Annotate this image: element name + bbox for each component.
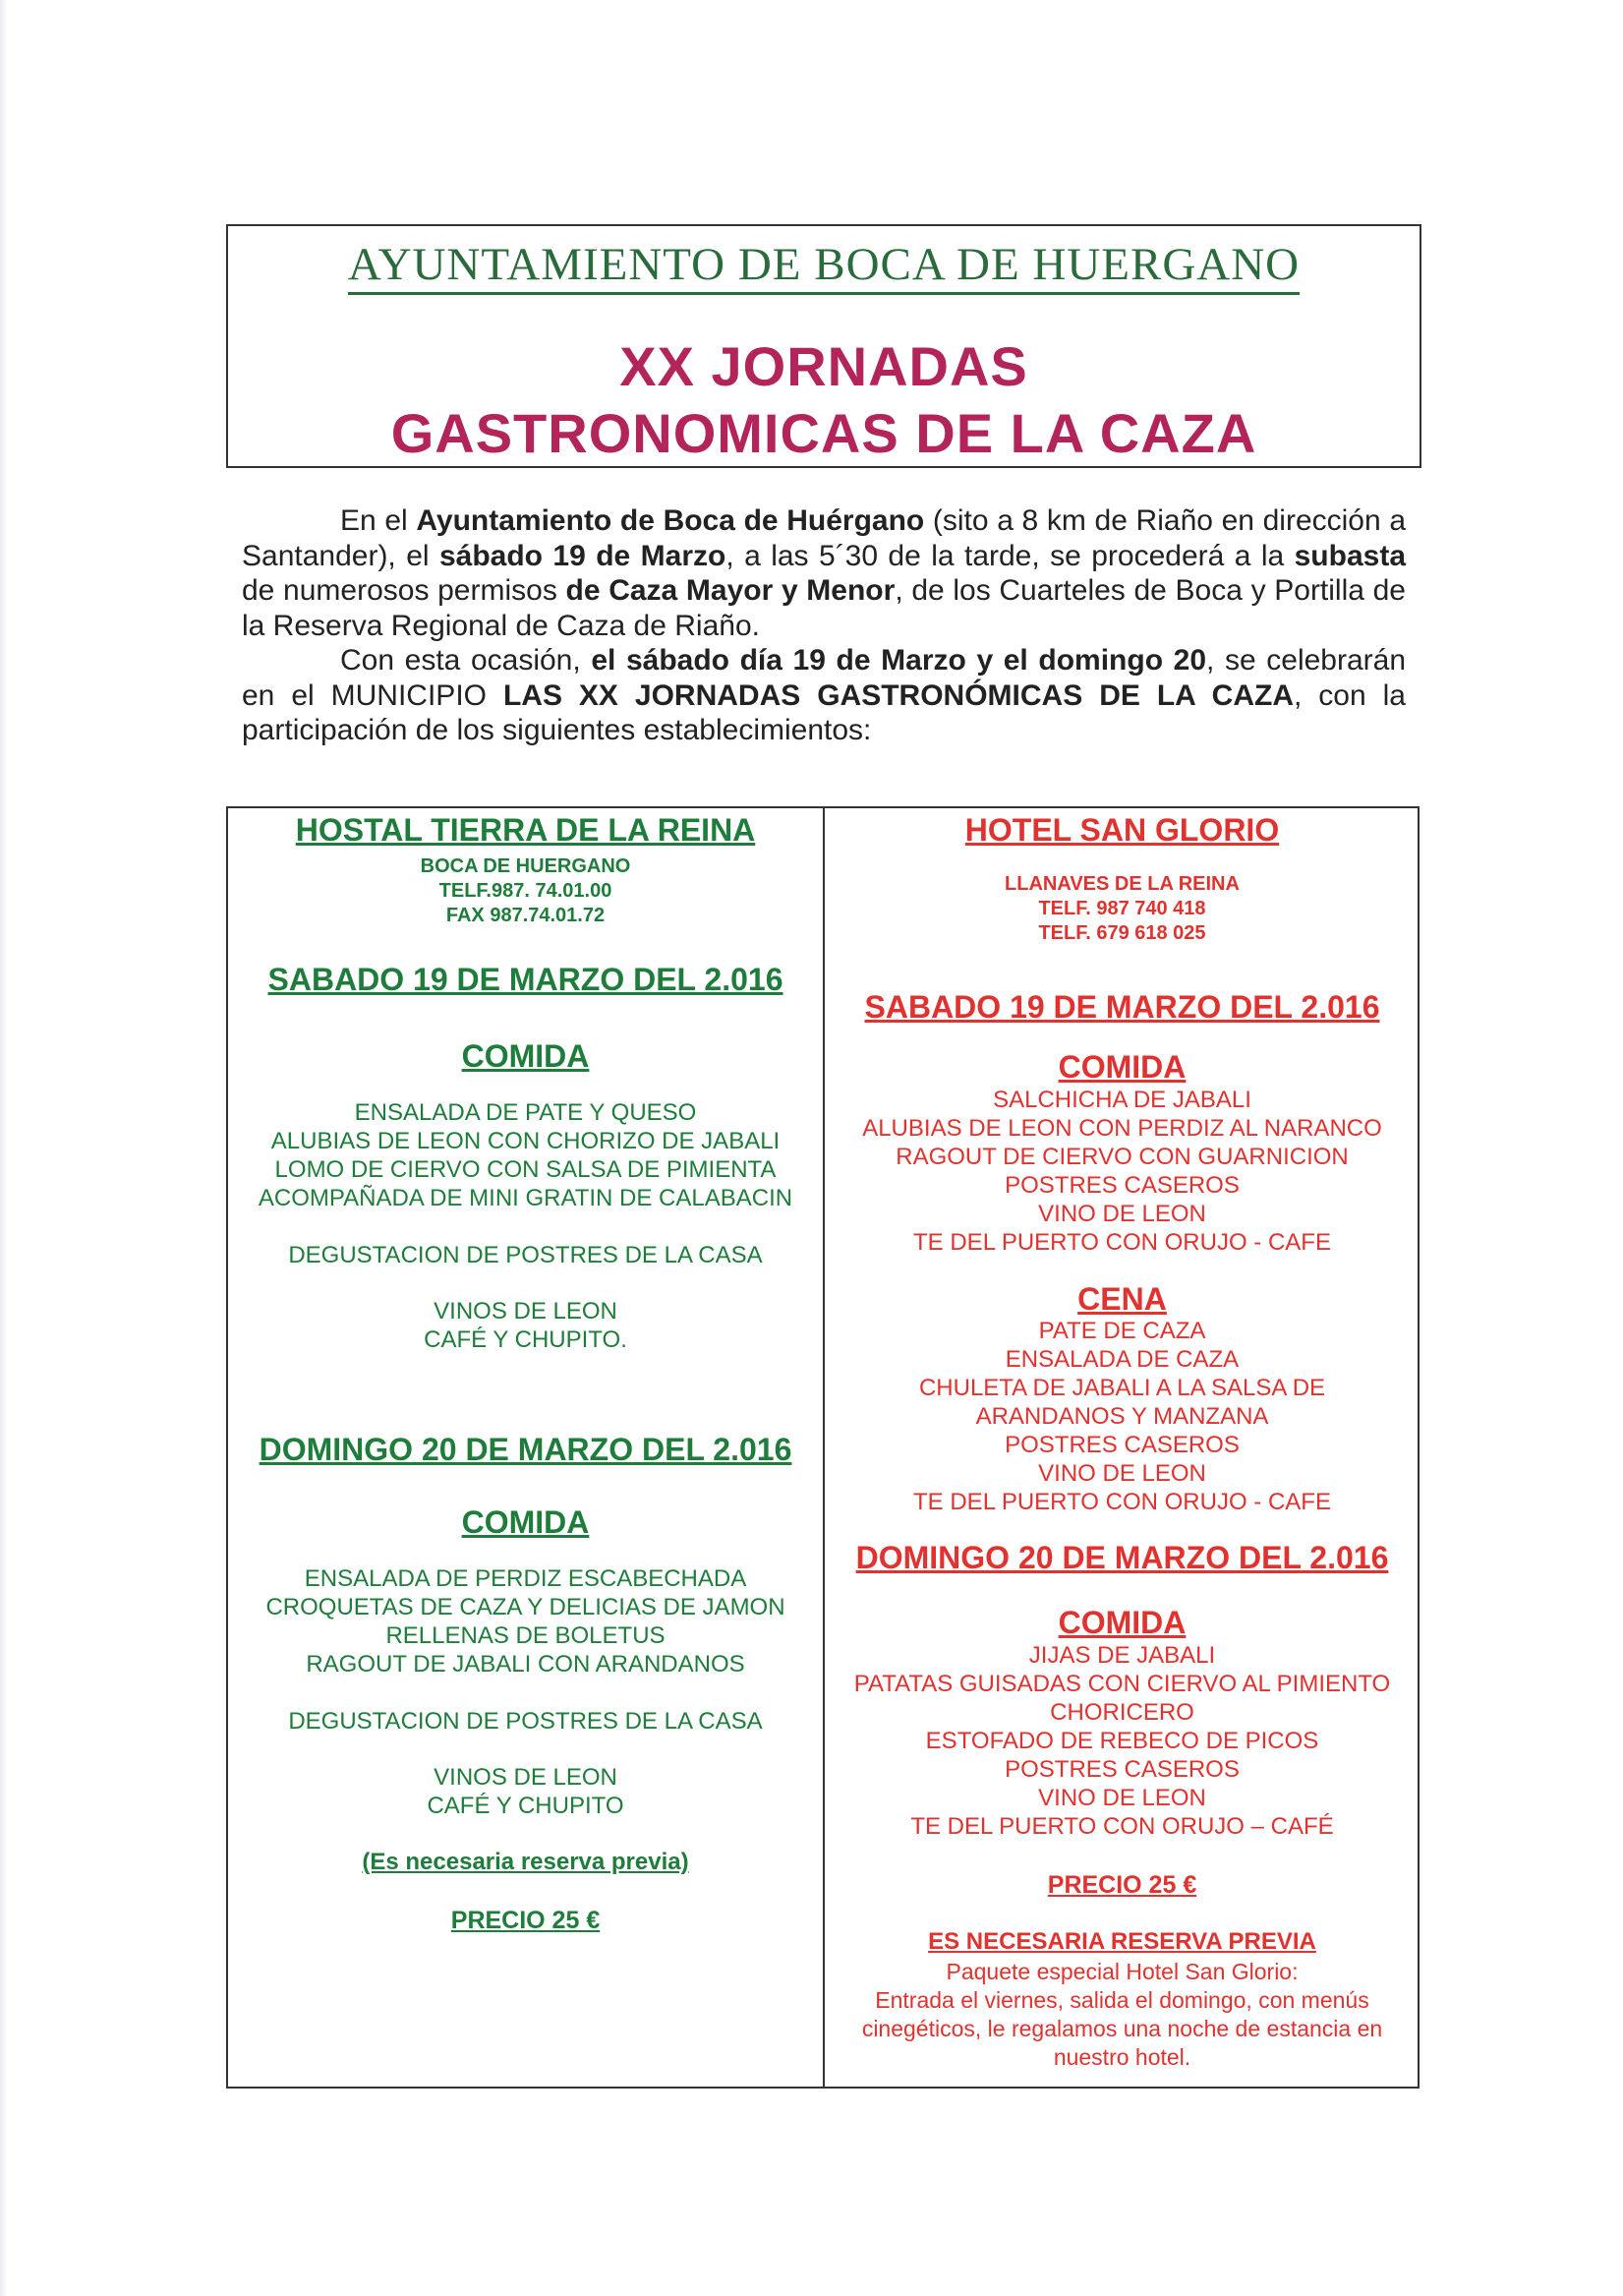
- dish-item: POSTRES CASEROS: [1005, 1432, 1240, 1458]
- dish-item: VINO DE LEON: [1038, 1460, 1206, 1487]
- intro-text-run: , se celebrarán en el MUNICIPIO: [242, 644, 1407, 712]
- intro-text-run: , a las 5´30 de la tarde, se procederá a la: [725, 539, 1295, 572]
- intro-paragraph-2: [242, 643, 1406, 748]
- dish-item: PATE DE CAZA: [1038, 1318, 1206, 1344]
- dish-item: ACOMPAÑADA DE MINI GRATIN DE CALABACIN: [258, 1185, 793, 1211]
- intro-text-run: LAS XX JORNADAS GASTRONÓMICAS DE LA CAZA: [502, 678, 1294, 712]
- dish-item: JIJAS DE JABALI: [1028, 1642, 1216, 1669]
- dish-item: RAGOUT DE JABALI CON ARANDANOS: [306, 1651, 745, 1678]
- intro-text: [242, 503, 1406, 748]
- dish-item: ENSALADA DE PATE Y QUESO: [354, 1099, 697, 1126]
- hotel-reservation-note: ES NECESARIA RESERVA PREVIA: [928, 1928, 1316, 1955]
- drink-item: VINOS DE LEON: [434, 1764, 617, 1791]
- dish-item: VINO DE LEON: [1038, 1785, 1206, 1811]
- dessert-item: DEGUSTACION DE POSTRES DE LA CASA: [288, 1708, 763, 1735]
- dish-item: ALUBIAS DE LEON CON CHORIZO DE JABALI: [270, 1128, 781, 1154]
- drink-item: VINOS DE LEON: [434, 1298, 617, 1325]
- hotel-package-line: cinegéticos, le regalamos una noche de estancia en: [861, 2016, 1383, 2041]
- hotel-place: LLANAVES DE LA REINA: [1005, 873, 1240, 895]
- hostal-reservation-note: (Es necesaria reserva previa): [362, 1849, 689, 1875]
- dish-item: CHORICERO: [1050, 1699, 1194, 1726]
- dish-item: TE DEL PUERTO CON ORUJO – CAFÉ: [910, 1813, 1334, 1840]
- dish-item: PATATAS GUISADAS CON CIERVO AL PIMIENTO: [853, 1671, 1391, 1697]
- title-line-2: GASTRONOMICAS DE LA CAZA: [390, 402, 1257, 464]
- intro-text-run: de Caza Mayor y Menor: [565, 574, 896, 607]
- dish-item: CHULETA DE JABALI A LA SALSA DE: [918, 1375, 1326, 1401]
- dish-item: ENSALADA DE CAZA: [1005, 1346, 1240, 1373]
- hostal-place: BOCA DE HUERGANO: [420, 855, 631, 877]
- hotel-sunday-meal: COMIDA: [1058, 1605, 1187, 1640]
- dish-item: ESTOFADO DE REBECO DE PICOS: [925, 1728, 1319, 1754]
- drink-item: CAFÉ Y CHUPITO.: [424, 1326, 627, 1353]
- dish-item: LOMO DE CIERVO CON SALSA DE PIMIENTA: [274, 1156, 777, 1183]
- header-box: [226, 224, 1421, 468]
- hostal-price: PRECIO 25 €: [450, 1907, 601, 1934]
- intro-text-run: (sito a 8 km de Riaño en dirección a Santander), el: [242, 504, 1407, 572]
- hostal-sunday-date: DOMINGO 20 DE MARZO DEL 2.016: [259, 1432, 792, 1467]
- hotel-package-line: nuestro hotel.: [1053, 2044, 1191, 2070]
- dish-item: ENSALADA DE PERDIZ ESCABECHADA: [304, 1565, 747, 1592]
- hotel-tel-1: TELF. 987 740 418: [1038, 898, 1206, 919]
- hotel-price: PRECIO 25 €: [1047, 1871, 1197, 1899]
- intro-text-run: de numerosos permisos: [242, 574, 566, 607]
- hostal-saturday-date: SABADO 19 DE MARZO DEL 2.016: [267, 962, 783, 997]
- dish-item: RELLENAS DE BOLETUS: [385, 1622, 666, 1649]
- intro-text-run: Con esta ocasión,: [340, 644, 592, 677]
- intro-text-run: En el: [340, 504, 417, 537]
- scan-edge: [0, 0, 8, 2296]
- intro-text-run: , de los Cuarteles de Boca y Portilla de la Reserva Regional de Caza de Riaño.: [242, 574, 1406, 642]
- title-line-1: XX JORNADAS: [619, 335, 1028, 397]
- hotel-package-line: Paquete especial Hotel San Glorio:: [946, 1959, 1299, 1984]
- intro-text-run: , con la participación de los siguientes establecimientos:: [242, 678, 1406, 746]
- hostal-saturday-meal: COMIDA: [461, 1038, 590, 1074]
- menus-table: [226, 806, 1420, 2089]
- dish-item: POSTRES CASEROS: [1005, 1756, 1240, 1783]
- dish-item: SALCHICHA DE JABALI: [993, 1087, 1251, 1113]
- hostal-sunday-meal: COMIDA: [461, 1504, 590, 1540]
- hostal-fax: FAX 987.74.01.72: [445, 905, 606, 926]
- dessert-item: DEGUSTACION DE POSTRES DE LA CASA: [288, 1242, 763, 1268]
- hotel-sunday-date: DOMINGO 20 DE MARZO DEL 2.016: [855, 1540, 1389, 1575]
- dish-item: VINO DE LEON: [1038, 1201, 1206, 1227]
- intro-paragraph-1: [242, 503, 1406, 643]
- hostal-tel: TELF.987. 74.01.00: [438, 880, 612, 902]
- dish-item: TE DEL PUERTO CON ORUJO - CAFE: [913, 1229, 1331, 1256]
- dish-item: CROQUETAS DE CAZA Y DELICIAS DE JAMON: [265, 1594, 785, 1620]
- intro-text-run: el sábado día 19 de Marzo y el domingo 20: [591, 644, 1207, 677]
- hotel-package-line: Entrada el viernes, salida el domingo, con menús: [875, 1987, 1369, 2013]
- dish-item: ALUBIAS DE LEON CON PERDIZ AL NARANCO: [862, 1115, 1382, 1142]
- intro-text-run: sábado 19 de Marzo: [438, 539, 726, 572]
- dish-item: RAGOUT DE CIERVO CON GUARNICION: [896, 1144, 1349, 1170]
- intro-text-run: subasta: [1294, 539, 1407, 572]
- drink-item: CAFÉ Y CHUPITO: [427, 1793, 624, 1819]
- hotel-saturday-date: SABADO 19 DE MARZO DEL 2.016: [864, 989, 1380, 1025]
- intro-text-run: Ayuntamiento de Boca de Huérgano: [416, 504, 925, 537]
- dish-item: POSTRES CASEROS: [1005, 1172, 1240, 1199]
- municipality-heading: AYUNTAMIENTO DE BOCA DE HUERGANO: [228, 238, 1420, 291]
- hotel-name: HOTEL SAN GLORIO: [964, 812, 1280, 848]
- hotel-saturday-meal: COMIDA: [1058, 1049, 1187, 1085]
- dish-item: ARANDANOS Y MANZANA: [975, 1403, 1269, 1430]
- dish-item: TE DEL PUERTO CON ORUJO - CAFE: [913, 1489, 1331, 1515]
- hostal-name: HOSTAL TIERRA DE LA REINA: [295, 812, 756, 848]
- hotel-dinner: CENA: [1077, 1281, 1167, 1317]
- hotel-tel-2: TELF. 679 618 025: [1038, 922, 1206, 944]
